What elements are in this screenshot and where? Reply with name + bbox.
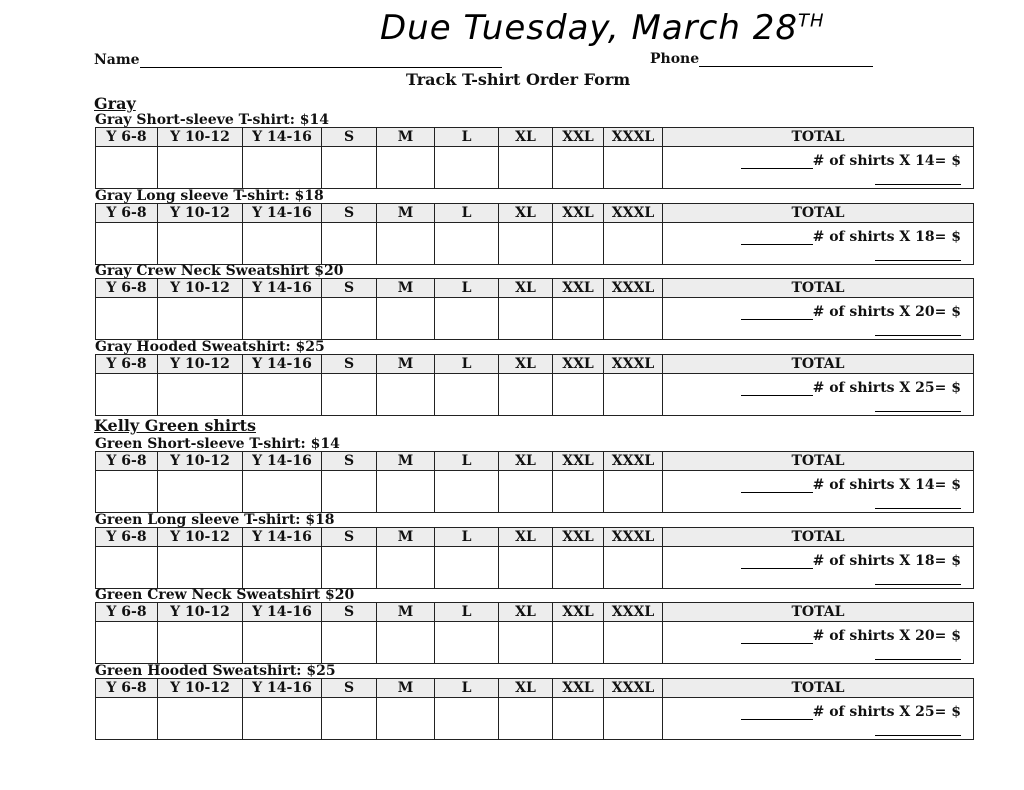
product-title: Gray Short-sleeve T-shirt: $14 — [95, 112, 330, 128]
total-calc-cell — [663, 698, 974, 740]
size-header: XXXL — [604, 128, 663, 147]
calc-prefix: # of shirts X — [812, 553, 916, 569]
group-title: Gray — [94, 94, 136, 113]
quantity-cell[interactable] — [604, 471, 663, 513]
total-header: TOTAL — [663, 679, 974, 698]
product-title: Green Short-sleeve T-shirt: $14 — [95, 436, 340, 452]
size-header: M — [377, 528, 435, 547]
size-header: L — [435, 204, 499, 223]
order-table — [95, 451, 974, 513]
quantity-cell[interactable] — [96, 622, 158, 664]
quantity-cell[interactable] — [435, 471, 499, 513]
quantity-cell[interactable] — [243, 223, 322, 265]
size-header: Y 6-8 — [96, 603, 158, 622]
calc-multiplier: 20 — [915, 628, 935, 644]
quantity-cell[interactable] — [553, 471, 604, 513]
quantity-cell[interactable] — [158, 698, 243, 740]
size-header: XXXL — [604, 452, 663, 471]
name-field-row — [94, 52, 502, 68]
quantity-cell[interactable] — [499, 223, 553, 265]
size-header: XL — [499, 128, 553, 147]
size-header: S — [322, 355, 377, 374]
calc-multiplier: 20 — [915, 304, 935, 320]
quantity-cell[interactable] — [243, 547, 322, 589]
size-header: S — [322, 128, 377, 147]
calc-multiplier: 25 — [915, 380, 935, 396]
quantity-cell[interactable] — [604, 698, 663, 740]
calc-multiplier: 25 — [915, 704, 935, 720]
quantity-cell[interactable] — [604, 547, 663, 589]
quantity-cell[interactable] — [243, 698, 322, 740]
due-date-text: Due Tuesday, March 28 — [380, 8, 798, 48]
quantity-cell[interactable] — [435, 698, 499, 740]
quantity-cell[interactable] — [377, 147, 435, 189]
quantity-cell[interactable] — [96, 547, 158, 589]
total-header: TOTAL — [663, 452, 974, 471]
shirt-count-line[interactable] — [741, 706, 813, 720]
quantity-cell[interactable] — [435, 374, 499, 416]
size-header: Y 10-12 — [158, 603, 243, 622]
size-header: XL — [499, 452, 553, 471]
quantity-cell[interactable] — [553, 223, 604, 265]
shirt-count-line[interactable] — [741, 306, 813, 320]
phone-input-line[interactable] — [699, 52, 873, 67]
quantity-cell[interactable] — [499, 298, 553, 340]
size-header: XL — [499, 603, 553, 622]
quantity-cell[interactable] — [553, 147, 604, 189]
quantity-cell[interactable] — [604, 622, 663, 664]
size-header: M — [377, 603, 435, 622]
size-header: Y 10-12 — [158, 355, 243, 374]
phone-label: Phone — [650, 51, 700, 67]
size-header-row — [96, 528, 974, 547]
order-table — [95, 354, 974, 416]
quantity-cell[interactable] — [322, 223, 377, 265]
size-header: M — [377, 355, 435, 374]
calc-suffix: = $ — [934, 628, 961, 644]
calc-suffix: = $ — [934, 704, 961, 720]
calc-suffix: = $ — [934, 477, 961, 493]
size-header: XXXL — [604, 679, 663, 698]
quantity-cell[interactable] — [322, 147, 377, 189]
size-header: S — [322, 452, 377, 471]
size-header: XXL — [553, 204, 604, 223]
size-header-row — [96, 679, 974, 698]
size-header: Y 6-8 — [96, 355, 158, 374]
size-header: S — [322, 603, 377, 622]
size-header: L — [435, 603, 499, 622]
size-header: XXXL — [604, 204, 663, 223]
quantity-cell[interactable] — [553, 547, 604, 589]
quantity-cell[interactable] — [158, 622, 243, 664]
quantity-cell[interactable] — [96, 698, 158, 740]
order-table — [95, 127, 974, 189]
quantity-cell[interactable] — [322, 698, 377, 740]
size-header: XXL — [553, 355, 604, 374]
order-table — [95, 602, 974, 664]
size-header: M — [377, 128, 435, 147]
size-header: Y 14-16 — [243, 679, 322, 698]
quantity-cell[interactable] — [96, 374, 158, 416]
size-header-row — [96, 204, 974, 223]
quantity-cell[interactable] — [499, 547, 553, 589]
quantity-cell[interactable] — [553, 374, 604, 416]
total-calc-cell — [663, 547, 974, 589]
size-header: XXL — [553, 679, 604, 698]
quantity-cell[interactable] — [322, 374, 377, 416]
quantity-cell[interactable] — [435, 547, 499, 589]
shirt-count-line[interactable] — [741, 231, 813, 245]
quantity-cell[interactable] — [322, 622, 377, 664]
quantity-cell[interactable] — [499, 374, 553, 416]
calc-prefix: # of shirts X — [812, 477, 916, 493]
size-header: Y 10-12 — [158, 128, 243, 147]
total-calc-cell — [663, 298, 974, 340]
size-header: Y 6-8 — [96, 452, 158, 471]
size-header: L — [435, 355, 499, 374]
quantity-row — [96, 298, 974, 340]
quantity-cell[interactable] — [158, 147, 243, 189]
total-header: TOTAL — [663, 128, 974, 147]
shirt-count-line[interactable] — [741, 630, 813, 644]
size-header: XL — [499, 679, 553, 698]
quantity-row — [96, 471, 974, 513]
quantity-row — [96, 223, 974, 265]
product-title: Gray Crew Neck Sweatshirt $20 — [95, 263, 344, 279]
quantity-cell[interactable] — [435, 622, 499, 664]
total-amount-line[interactable] — [875, 571, 961, 585]
quantity-row — [96, 374, 974, 416]
calc-suffix: = $ — [934, 553, 961, 569]
quantity-row — [96, 147, 974, 189]
size-header: M — [377, 204, 435, 223]
size-header: XL — [499, 204, 553, 223]
quantity-cell[interactable] — [158, 471, 243, 513]
size-header: XL — [499, 279, 553, 298]
quantity-cell[interactable] — [243, 374, 322, 416]
size-header: S — [322, 204, 377, 223]
quantity-cell[interactable] — [553, 622, 604, 664]
product-title: Gray Hooded Sweatshirt: $25 — [95, 339, 325, 355]
total-calc-cell — [663, 223, 974, 265]
quantity-cell[interactable] — [553, 298, 604, 340]
total-calc-cell — [663, 471, 974, 513]
calc-suffix: = $ — [934, 304, 961, 320]
calc-prefix: # of shirts X — [812, 153, 916, 169]
size-header: L — [435, 679, 499, 698]
size-header: Y 14-16 — [243, 528, 322, 547]
calc-suffix: = $ — [934, 229, 961, 245]
size-header: M — [377, 679, 435, 698]
calc-prefix: # of shirts X — [812, 704, 916, 720]
size-header: Y 10-12 — [158, 452, 243, 471]
quantity-cell[interactable] — [377, 622, 435, 664]
calc-multiplier: 14 — [915, 477, 935, 493]
size-header: Y 14-16 — [243, 204, 322, 223]
quantity-cell[interactable] — [322, 471, 377, 513]
quantity-cell[interactable] — [158, 547, 243, 589]
size-header: L — [435, 128, 499, 147]
size-header: Y 6-8 — [96, 528, 158, 547]
quantity-cell[interactable] — [96, 223, 158, 265]
size-header: Y 6-8 — [96, 279, 158, 298]
size-header: XXL — [553, 279, 604, 298]
product-title: Green Crew Neck Sweatshirt $20 — [95, 587, 355, 603]
size-header: L — [435, 279, 499, 298]
quantity-cell[interactable] — [243, 298, 322, 340]
quantity-cell[interactable] — [499, 698, 553, 740]
quantity-cell[interactable] — [96, 471, 158, 513]
total-calc-cell — [663, 374, 974, 416]
quantity-cell[interactable] — [377, 223, 435, 265]
quantity-cell[interactable] — [604, 147, 663, 189]
order-table — [95, 527, 974, 589]
total-amount-line[interactable] — [875, 171, 961, 185]
order-table — [95, 678, 974, 740]
calc-multiplier: 18 — [915, 553, 935, 569]
quantity-cell[interactable] — [553, 698, 604, 740]
quantity-row — [96, 547, 974, 589]
total-header: TOTAL — [663, 355, 974, 374]
calc-prefix: # of shirts X — [812, 380, 916, 396]
size-header: Y 14-16 — [243, 128, 322, 147]
size-header: Y 14-16 — [243, 355, 322, 374]
size-header: Y 14-16 — [243, 603, 322, 622]
order-table — [95, 203, 974, 265]
total-header: TOTAL — [663, 528, 974, 547]
total-amount-line[interactable] — [875, 722, 961, 736]
size-header: S — [322, 279, 377, 298]
size-header-row — [96, 279, 974, 298]
shirt-count-line[interactable] — [741, 479, 813, 493]
quantity-cell[interactable] — [158, 374, 243, 416]
calc-prefix: # of shirts X — [812, 304, 916, 320]
quantity-cell[interactable] — [499, 622, 553, 664]
size-header: Y 6-8 — [96, 679, 158, 698]
total-amount-line[interactable] — [875, 322, 961, 336]
quantity-cell[interactable] — [243, 147, 322, 189]
quantity-cell[interactable] — [435, 147, 499, 189]
size-header: Y 14-16 — [243, 279, 322, 298]
quantity-cell[interactable] — [322, 547, 377, 589]
quantity-cell[interactable] — [158, 298, 243, 340]
shirt-count-line[interactable] — [741, 382, 813, 396]
total-amount-line[interactable] — [875, 495, 961, 509]
form-title: Track T-shirt Order Form — [406, 70, 631, 89]
size-header: XXXL — [604, 279, 663, 298]
due-date-suffix: TH — [797, 10, 825, 32]
quantity-cell[interactable] — [435, 223, 499, 265]
quantity-cell[interactable] — [96, 298, 158, 340]
quantity-cell[interactable] — [604, 298, 663, 340]
group-title: Kelly Green shirts — [94, 416, 256, 435]
order-table — [95, 278, 974, 340]
size-header: XL — [499, 355, 553, 374]
calc-multiplier: 14 — [915, 153, 935, 169]
size-header-row — [96, 452, 974, 471]
size-header: XXL — [553, 452, 604, 471]
quantity-cell[interactable] — [377, 298, 435, 340]
quantity-cell[interactable] — [322, 298, 377, 340]
quantity-cell[interactable] — [604, 223, 663, 265]
calc-suffix: = $ — [934, 153, 961, 169]
size-header: L — [435, 452, 499, 471]
product-title: Gray Long sleeve T-shirt: $18 — [95, 188, 324, 204]
size-header-row — [96, 355, 974, 374]
size-header: XXXL — [604, 528, 663, 547]
calc-prefix: # of shirts X — [812, 229, 916, 245]
size-header: XL — [499, 528, 553, 547]
size-header: M — [377, 452, 435, 471]
size-header: Y 14-16 — [243, 452, 322, 471]
size-header: XXXL — [604, 603, 663, 622]
shirt-count-line[interactable] — [741, 155, 813, 169]
phone-field-row — [650, 51, 873, 67]
shirt-count-line[interactable] — [741, 555, 813, 569]
size-header: Y 10-12 — [158, 528, 243, 547]
size-header: L — [435, 528, 499, 547]
total-amount-line[interactable] — [875, 398, 961, 412]
total-header: TOTAL — [663, 279, 974, 298]
calc-multiplier: 18 — [915, 229, 935, 245]
calc-suffix: = $ — [934, 380, 961, 396]
size-header: Y 6-8 — [96, 128, 158, 147]
total-calc-cell — [663, 147, 974, 189]
quantity-cell[interactable] — [604, 374, 663, 416]
size-header: Y 10-12 — [158, 279, 243, 298]
total-amount-line[interactable] — [875, 247, 961, 261]
quantity-cell[interactable] — [377, 698, 435, 740]
size-header: XXXL — [604, 355, 663, 374]
total-header: TOTAL — [663, 204, 974, 223]
size-header: Y 6-8 — [96, 204, 158, 223]
product-title: Green Hooded Sweatshirt: $25 — [95, 663, 336, 679]
name-label: Name — [94, 52, 140, 68]
size-header: S — [322, 679, 377, 698]
name-input-line[interactable] — [140, 53, 502, 68]
calc-prefix: # of shirts X — [812, 628, 916, 644]
quantity-cell[interactable] — [435, 298, 499, 340]
quantity-cell[interactable] — [243, 471, 322, 513]
product-title: Green Long sleeve T-shirt: $18 — [95, 512, 335, 528]
size-header: XXL — [553, 603, 604, 622]
quantity-cell[interactable] — [499, 471, 553, 513]
quantity-cell[interactable] — [377, 374, 435, 416]
size-header: M — [377, 279, 435, 298]
total-amount-line[interactable] — [875, 646, 961, 660]
quantity-row — [96, 622, 974, 664]
quantity-cell[interactable] — [377, 471, 435, 513]
size-header-row — [96, 128, 974, 147]
total-calc-cell — [663, 622, 974, 664]
quantity-row — [96, 698, 974, 740]
size-header: S — [322, 528, 377, 547]
quantity-cell[interactable] — [499, 147, 553, 189]
total-header: TOTAL — [663, 603, 974, 622]
size-header: XXL — [553, 528, 604, 547]
quantity-cell[interactable] — [243, 622, 322, 664]
size-header-row — [96, 603, 974, 622]
size-header: XXL — [553, 128, 604, 147]
quantity-cell[interactable] — [158, 223, 243, 265]
quantity-cell[interactable] — [96, 147, 158, 189]
quantity-cell[interactable] — [377, 547, 435, 589]
size-header: Y 10-12 — [158, 204, 243, 223]
size-header: Y 10-12 — [158, 679, 243, 698]
